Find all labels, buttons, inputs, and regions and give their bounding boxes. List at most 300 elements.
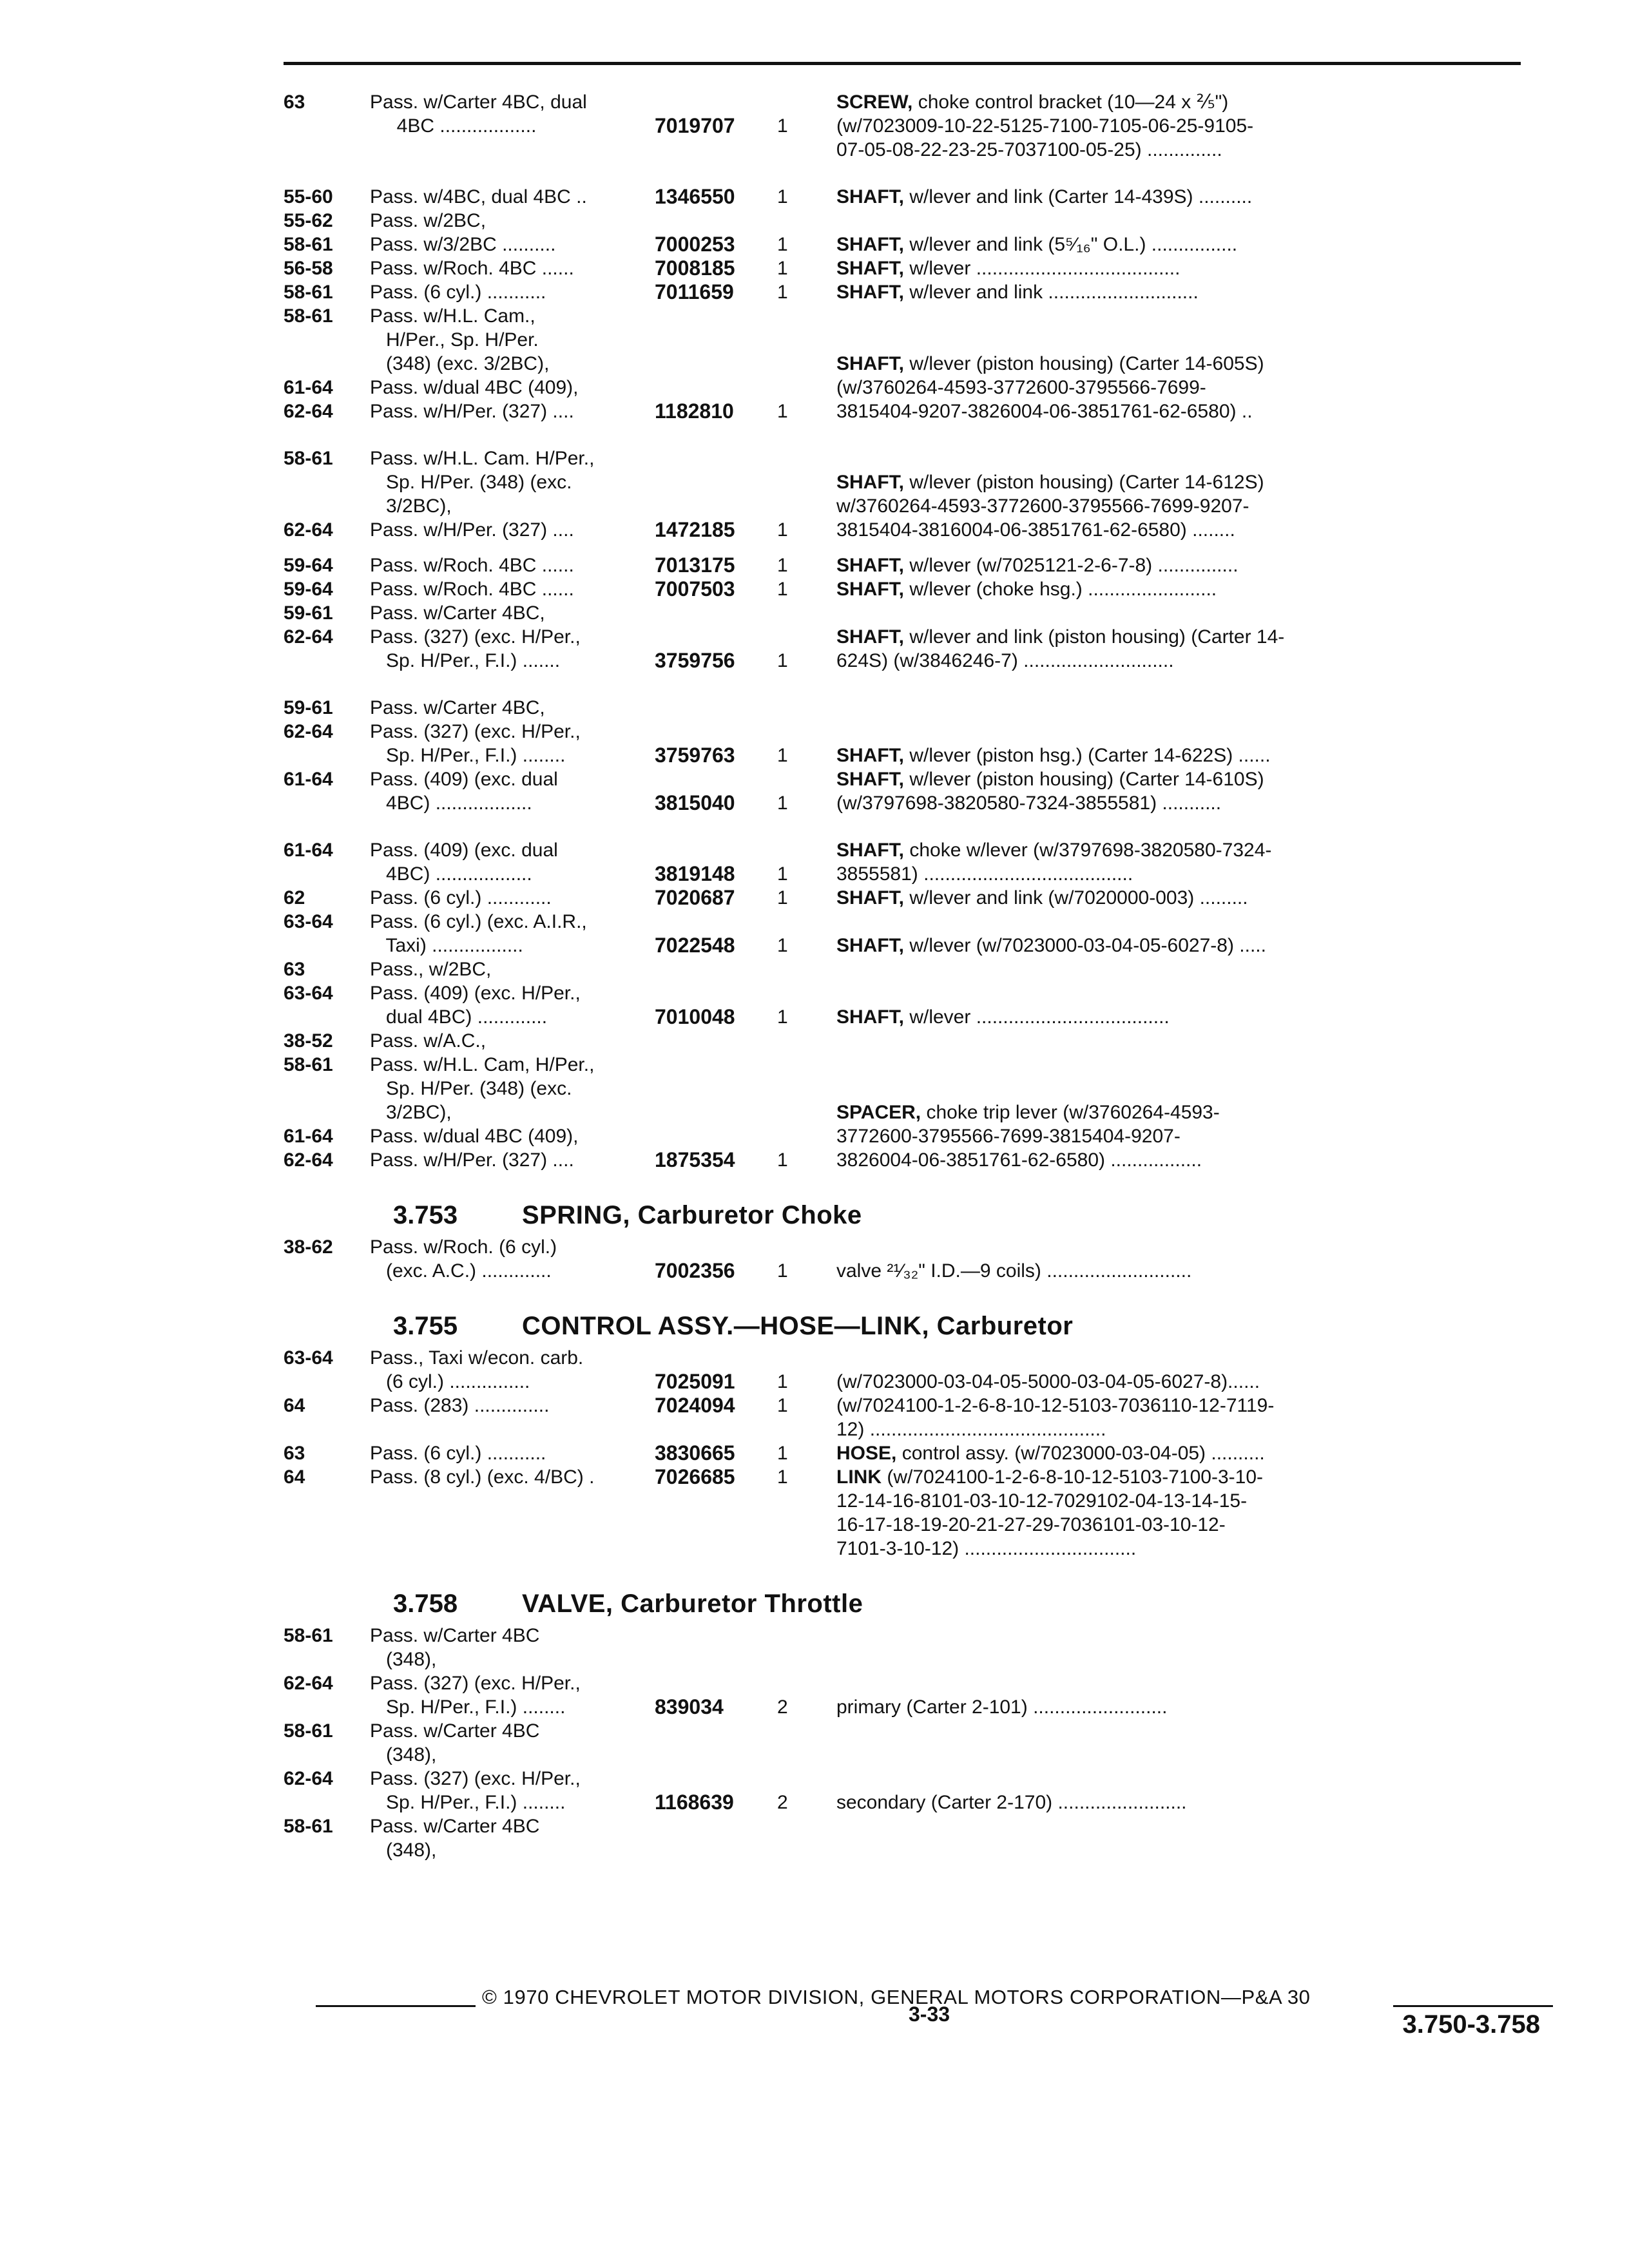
catalog-entry — [284, 886, 1553, 910]
model-year — [284, 934, 370, 957]
description-line: Pass. w/A.C., — [370, 1030, 487, 1052]
description-line: Pass. w/H.L. Cam., — [370, 305, 535, 327]
catalog-entry — [284, 447, 1553, 542]
part-name-detail: w/lever and link (5⁵⁄₁₆" O.L.) ................ — [904, 234, 1238, 255]
part-name-detail: (w/7023000-03-04-05-5000-03-04-05-6027-8)...... — [836, 1371, 1260, 1392]
parts-list — [284, 90, 1553, 1862]
description-line: Sp. H/Per., F.I.) ........ — [370, 1696, 566, 1718]
application-description — [370, 209, 655, 256]
part-name-detail: w/lever and link (w/7020000-003) ......... — [904, 887, 1248, 908]
description-line: dual 4BC) ............. — [370, 1006, 548, 1028]
description-line: Pass. (327) (exc. H/Per., — [370, 1673, 581, 1694]
description-line: Pass. w/Roch. 4BC ...... — [370, 579, 574, 600]
top-rule — [284, 62, 1521, 65]
section-number: 3.753 — [393, 1201, 458, 1229]
description-line: H/Per., Sp. H/Per. — [370, 329, 539, 351]
part-name — [811, 601, 1553, 673]
model-years — [284, 209, 370, 256]
description-line: Pass. w/3/2BC .......... — [370, 234, 556, 255]
part-name-detail: w/lever (piston housing) (Carter 14-610S) (w/3797698-3820580-7324-3855581) ........... — [836, 769, 1264, 814]
model-year: 62-64 — [284, 626, 333, 648]
part-name-keyword: SHAFT, — [836, 555, 904, 576]
quantity: 1 — [777, 1443, 788, 1464]
part-name-detail: w/lever (choke hsg.) ........................ — [904, 579, 1217, 600]
part-number: 3815040 — [655, 791, 735, 814]
catalog-entry — [284, 767, 1553, 815]
catalog-entry — [284, 957, 1553, 1029]
description-line: Pass. (283) .............. — [370, 1395, 550, 1416]
application-description — [370, 601, 655, 673]
part-name-detail: choke w/lever (w/3797698-3820580-7324- 3855581) ....................................... — [836, 840, 1272, 885]
model-years — [284, 1394, 370, 1418]
model-years — [284, 1441, 370, 1465]
description-line: Pass. w/Roch. 4BC ...... — [370, 555, 574, 576]
part-name-detail: w/lever (piston housing) (Carter 14-605S) (w/3760264-4593-3772600-3795566-7699- 3815404-9207-3826004-06-3851761-62-6580) .. — [836, 353, 1264, 422]
model-year: 62-64 — [284, 401, 333, 422]
model-years — [284, 1235, 370, 1283]
part-name-detail: control assy. (w/7023000-03-04-05) .......... — [896, 1443, 1265, 1464]
quantity: 1 — [777, 650, 788, 671]
quantity: 1 — [777, 579, 788, 600]
application-description — [370, 886, 655, 910]
model-year: 56-58 — [284, 258, 333, 279]
catalog-entry — [284, 185, 1553, 209]
part-name-keyword: SHAFT, — [836, 282, 904, 303]
part-name — [811, 280, 1553, 304]
part-name-detail: choke trip lever (w/3760264-4593- 3772600-3795566-7699-3815404-9207- 3826004-06-3851761-62-6580) ................. — [836, 1102, 1220, 1171]
row-spacer — [284, 673, 1553, 696]
model-year: 62-64 — [284, 1673, 333, 1694]
description-line: Pass. w/2BC, — [370, 210, 487, 231]
description-line: 3/2BC), — [370, 1102, 452, 1123]
model-year — [284, 1743, 370, 1767]
section-title: CONTROL ASSY.—HOSE—LINK, Carburetor — [522, 1312, 1074, 1340]
part-name — [811, 1814, 1553, 1838]
description-line: Sp. H/Per. (348) (exc. — [370, 1078, 572, 1099]
model-year — [284, 494, 370, 518]
part-name-keyword: SHAFT, — [836, 353, 904, 374]
description-line: Pass. w/Roch. 4BC ...... — [370, 258, 574, 279]
catalog-entry — [284, 601, 1553, 673]
section-heading — [284, 1584, 1553, 1624]
quantity: 1 — [777, 115, 788, 137]
part-name-detail: w/lever ...................................... — [904, 258, 1181, 279]
part-name — [811, 1465, 1553, 1561]
description-line: Pass. w/dual 4BC (409), — [370, 1126, 579, 1147]
catalog-entry — [284, 1719, 1553, 1814]
description-line: Pass. w/Carter 4BC, — [370, 602, 545, 624]
quantity: 1 — [777, 1006, 788, 1028]
model-year: 58-61 — [284, 305, 333, 327]
part-name-keyword: SHAFT, — [836, 1006, 904, 1028]
model-years — [284, 1029, 370, 1172]
model-year — [284, 1695, 370, 1719]
model-years — [284, 1346, 370, 1394]
part-name-keyword: SPACER, — [836, 1102, 921, 1123]
part-number: 7019707 — [655, 114, 735, 137]
part-number: 7024094 — [655, 1394, 735, 1417]
description-line: Pass. w/Carter 4BC — [370, 1720, 540, 1742]
part-number: 1346550 — [655, 185, 735, 208]
part-name-detail: w/lever (w/7025121-2-6-7-8) ............... — [904, 555, 1239, 576]
footer-rule-left — [316, 2005, 476, 2007]
model-years — [284, 957, 370, 1029]
catalog-entry — [284, 1465, 1553, 1561]
model-year: 59-64 — [284, 579, 333, 600]
part-name — [811, 1624, 1553, 1719]
description-line: Pass. w/Carter 4BC, — [370, 697, 545, 718]
model-year: 63-64 — [284, 911, 333, 932]
quantity: 1 — [777, 186, 788, 207]
model-year: 61-64 — [284, 1126, 333, 1147]
quantity: 1 — [777, 282, 788, 303]
model-years — [284, 1465, 370, 1489]
description-line: (348), — [370, 1649, 437, 1670]
description-line: Sp. H/Per. (348) (exc. — [370, 472, 572, 493]
model-year: 58-61 — [284, 1720, 333, 1742]
description-line: 4BC .................. — [370, 115, 537, 137]
model-years — [284, 280, 370, 304]
model-year: 38-62 — [284, 1236, 333, 1258]
model-years — [284, 838, 370, 886]
part-number: 7022548 — [655, 934, 735, 957]
part-name — [811, 1029, 1553, 1172]
catalog-entry — [284, 1441, 1553, 1465]
page-number: 3-33 — [909, 2003, 950, 2026]
quantity: 1 — [777, 1395, 788, 1416]
part-number: 7007503 — [655, 577, 735, 601]
catalog-entry — [284, 1029, 1553, 1172]
description-line: (exc. A.C.) ............. — [370, 1260, 552, 1282]
model-years — [284, 601, 370, 673]
row-spacer — [284, 423, 1553, 447]
model-year: 58-61 — [284, 1816, 333, 1837]
part-name-detail: w/lever .................................... — [904, 1006, 1170, 1028]
part-number: 7000253 — [655, 233, 735, 256]
part-name-detail: (w/7024100-1-2-6-8-10-12-5103-7036110-12-7119- 12) ............................................ — [836, 1395, 1275, 1440]
description-line: 3/2BC), — [370, 495, 452, 517]
model-year: 63 — [284, 1443, 305, 1464]
row-spacer — [284, 542, 1553, 553]
quantity: 1 — [777, 935, 788, 956]
part-name-detail: w/lever and link (Carter 14-439S) .......... — [904, 186, 1253, 207]
catalog-entry — [284, 838, 1553, 886]
part-number: 7002356 — [655, 1259, 735, 1282]
quantity: 1 — [777, 1260, 788, 1282]
section-title: VALVE, Carburetor Throttle — [522, 1590, 863, 1618]
quantity: 1 — [777, 519, 788, 541]
application-description — [370, 1235, 655, 1283]
model-year: 63-64 — [284, 983, 333, 1004]
part-name-detail: choke control bracket (10—24 x ⅖") (w/7023009-10-22-5125-7100-7105-06-25-9105- 07-05-08-22-23-25-7037100-05-25) .............. — [836, 91, 1254, 160]
model-years — [284, 696, 370, 767]
description-line: Pass. w/Carter 4BC — [370, 1816, 540, 1837]
part-name-keyword: SHAFT, — [836, 472, 904, 493]
part-name-detail: (w/7024100-1-2-6-8-10-12-5103-7100-3-10- 12-14-16-8101-03-10-12-7029102-04-13-14-15- 16-17-18-19-20-21-27-29-7036101-03-10-12- 7101-3-10-12) ................................ — [836, 1466, 1264, 1559]
model-year — [284, 1100, 370, 1124]
catalog-entry — [284, 696, 1553, 767]
part-name-detail: w/lever and link (piston housing) (Carter 14- 624S) (w/3846246-7) ............................ — [836, 626, 1285, 671]
application-description — [370, 304, 655, 423]
section-spacer — [284, 1172, 1553, 1195]
part-name — [811, 185, 1553, 209]
part-name — [811, 577, 1553, 601]
application-description — [370, 767, 655, 815]
part-name — [811, 1235, 1553, 1283]
description-line: Pass. w/Carter 4BC, dual — [370, 91, 587, 113]
model-year: 61-64 — [284, 377, 333, 398]
quantity: 1 — [777, 745, 788, 766]
description-line: (348), — [370, 1744, 437, 1765]
quantity: 1 — [777, 258, 788, 279]
model-year: 63 — [284, 959, 305, 980]
application-description — [370, 957, 655, 1029]
application-description — [370, 577, 655, 601]
application-description — [370, 838, 655, 886]
description-line: Pass. (327) (exc. H/Per., — [370, 721, 581, 742]
section-number: 3.755 — [393, 1312, 458, 1340]
description-line: 4BC) .................. — [370, 863, 532, 885]
application-description — [370, 185, 655, 209]
part-number: 3819148 — [655, 862, 735, 885]
model-year: 63 — [284, 91, 305, 113]
application-description — [370, 256, 655, 280]
part-number: 3759756 — [655, 649, 735, 672]
part-name-detail: secondary (Carter 2-170) ........................ — [836, 1792, 1187, 1813]
model-year — [284, 1370, 370, 1394]
part-number: 3830665 — [655, 1441, 735, 1465]
description-line: Pass. (327) (exc. H/Per., — [370, 1768, 581, 1789]
description-line: 4BC) .................. — [370, 793, 532, 814]
model-year: 59-61 — [284, 602, 333, 624]
application-description — [370, 280, 655, 304]
part-name-keyword: SHAFT, — [836, 887, 904, 908]
quantity — [746, 1814, 811, 1838]
model-year: 62-64 — [284, 721, 333, 742]
part-name-keyword: SHAFT, — [836, 840, 904, 861]
part-name — [811, 553, 1553, 577]
part-name-keyword: SHAFT, — [836, 186, 904, 207]
description-line: Taxi) ................. — [370, 935, 523, 956]
description-line: Pass. w/H/Per. (327) .... — [370, 1149, 574, 1171]
model-years — [284, 304, 370, 423]
application-description — [370, 1719, 655, 1814]
catalog-entry — [284, 910, 1553, 957]
model-year — [284, 1791, 370, 1814]
row-spacer — [284, 815, 1553, 838]
model-years — [284, 256, 370, 280]
application-description — [370, 90, 655, 138]
model-year: 58-61 — [284, 282, 333, 303]
model-years — [284, 553, 370, 577]
model-year: 64 — [284, 1395, 305, 1416]
part-number: 839034 — [655, 1695, 724, 1718]
catalog-entry — [284, 1346, 1553, 1394]
model-year — [284, 862, 370, 886]
quantity: 2 — [777, 1792, 788, 1813]
part-name — [811, 696, 1553, 767]
model-year — [284, 1259, 370, 1283]
catalog-entry — [284, 280, 1553, 304]
part-number: 7010048 — [655, 1005, 735, 1028]
part-name — [811, 838, 1553, 886]
part-name — [811, 256, 1553, 280]
quantity: 1 — [777, 887, 788, 908]
description-line: Pass., Taxi w/econ. carb. — [370, 1347, 584, 1369]
model-years — [284, 910, 370, 957]
model-year — [284, 649, 370, 673]
part-name-keyword: SHAFT, — [836, 626, 904, 648]
catalog-entry — [284, 1814, 1553, 1862]
description-line: Pass. (327) (exc. H/Per., — [370, 626, 581, 648]
description-line: Pass. w/Carter 4BC — [370, 1625, 540, 1646]
row-spacer — [284, 162, 1553, 185]
application-description — [370, 1346, 655, 1394]
catalog-entry — [284, 577, 1553, 601]
part-number: 1182810 — [655, 399, 734, 423]
description-line: (348) (exc. 3/2BC), — [370, 353, 550, 374]
catalog-entry — [284, 256, 1553, 280]
description-line: Pass. (6 cyl.) ........... — [370, 282, 546, 303]
part-number: 3759763 — [655, 744, 735, 767]
description-line: Pass. (6 cyl.) (exc. A.I.R., — [370, 911, 587, 932]
section-heading — [284, 1195, 1553, 1235]
model-year — [284, 1648, 370, 1671]
part-name — [811, 1394, 1553, 1441]
description-line: Pass. w/H/Per. (327) .... — [370, 401, 574, 422]
part-name — [811, 886, 1553, 910]
model-years — [284, 447, 370, 542]
quantity: 1 — [777, 1371, 788, 1392]
footer-section-range: 3.750-3.758 — [1402, 2010, 1540, 2039]
part-number: 1168639 — [655, 1791, 734, 1814]
quantity: 1 — [777, 401, 788, 422]
footer-rule-right — [1393, 2005, 1553, 2007]
model-years — [284, 767, 370, 815]
part-name-keyword: SHAFT, — [836, 579, 904, 600]
section-heading — [284, 1306, 1553, 1346]
application-description — [370, 1394, 655, 1418]
part-name — [811, 767, 1553, 815]
part-number: 7013175 — [655, 553, 735, 577]
part-number: 7008185 — [655, 256, 735, 280]
description-line: Pass. (6 cyl.) ........... — [370, 1443, 546, 1464]
application-description — [370, 696, 655, 767]
description-line: (6 cyl.) ............... — [370, 1371, 530, 1392]
description-line: Pass. w/4BC, dual 4BC .. — [370, 186, 587, 207]
part-name-detail: valve ²¹⁄₃₂" I.D.—9 coils) ........................... — [836, 1260, 1192, 1282]
description-line: Pass. w/dual 4BC (409), — [370, 377, 579, 398]
model-year: 55-60 — [284, 186, 333, 207]
part-name — [811, 1346, 1553, 1394]
description-line: Pass. (409) (exc. dual — [370, 769, 558, 790]
model-year: 59-64 — [284, 555, 333, 576]
part-number — [655, 1814, 746, 1838]
quantity: 1 — [777, 555, 788, 576]
description-line: Sp. H/Per., F.I.) ........ — [370, 745, 566, 766]
model-year: 55-62 — [284, 210, 333, 231]
quantity: 1 — [777, 234, 788, 255]
application-description — [370, 1624, 655, 1719]
section-spacer — [284, 1561, 1553, 1584]
part-number: 7025091 — [655, 1370, 735, 1393]
description-line: Pass. w/Roch. (6 cyl.) — [370, 1236, 557, 1258]
model-year: 61-64 — [284, 769, 333, 790]
catalog-entry — [284, 209, 1553, 256]
description-line: Pass. w/H.L. Cam. H/Per., — [370, 448, 595, 469]
model-year — [284, 1005, 370, 1029]
part-name-keyword: SHAFT, — [836, 258, 904, 279]
application-description — [370, 1814, 655, 1862]
model-year: 62-64 — [284, 1149, 333, 1171]
part-number: 1875354 — [655, 1148, 735, 1171]
catalog-entry — [284, 304, 1553, 423]
footer-copyright: © 1970 CHEVROLET MOTOR DIVISION, GENERAL MOTORS CORPORATION—P&A 30 — [482, 1986, 1311, 2008]
model-year: 64 — [284, 1466, 305, 1488]
catalog-entry — [284, 1624, 1553, 1719]
catalog-entry — [284, 90, 1553, 162]
description-line: Pass. (6 cyl.) ............ — [370, 887, 552, 908]
part-name — [811, 910, 1553, 957]
description-line: Pass., w/2BC, — [370, 959, 492, 980]
part-name-keyword: LINK — [836, 1466, 882, 1488]
application-description — [370, 447, 655, 542]
model-year — [284, 744, 370, 767]
section-spacer — [284, 1283, 1553, 1306]
description-line: Pass. w/H.L. Cam, H/Per., — [370, 1054, 595, 1075]
description-line: Pass. (8 cyl.) (exc. 4/BC) . — [370, 1466, 595, 1488]
part-name-keyword: SHAFT, — [836, 234, 904, 255]
model-year — [284, 352, 370, 376]
application-description — [370, 910, 655, 957]
part-name-keyword: SHAFT, — [836, 769, 904, 790]
quantity: 1 — [777, 863, 788, 885]
model-year: 62-64 — [284, 1768, 333, 1789]
application-description — [370, 1441, 655, 1465]
catalog-entry — [284, 1235, 1553, 1283]
model-year: 58-61 — [284, 234, 333, 255]
description-line: Pass. w/H/Per. (327) .... — [370, 519, 574, 541]
part-name-keyword: HOSE, — [836, 1443, 897, 1464]
part-name — [811, 957, 1553, 1029]
quantity: 1 — [777, 1149, 788, 1171]
part-name-detail: w/lever (piston hsg.) (Carter 14-622S) ...... — [904, 745, 1271, 766]
model-years — [284, 886, 370, 910]
model-year: 58-61 — [284, 1625, 333, 1646]
model-years — [284, 185, 370, 209]
description-line: Pass. (409) (exc. H/Per., — [370, 983, 581, 1004]
model-year: 38-52 — [284, 1030, 333, 1052]
quantity: 2 — [777, 1696, 788, 1718]
part-number: 1472185 — [655, 518, 735, 541]
model-years — [284, 1624, 370, 1719]
model-years — [284, 577, 370, 601]
description-line: Sp. H/Per., F.I.) ........ — [370, 1792, 566, 1813]
part-number: 7020687 — [655, 886, 735, 909]
part-name — [811, 304, 1553, 423]
model-year — [284, 470, 370, 494]
description-line: Pass. (409) (exc. dual — [370, 840, 558, 861]
part-number: 7011659 — [655, 280, 734, 303]
part-name — [811, 1719, 1553, 1814]
part-name-keyword: SCREW, — [836, 91, 913, 113]
model-years — [284, 90, 370, 114]
section-number: 3.758 — [393, 1590, 458, 1618]
description-line: (348), — [370, 1840, 437, 1861]
part-name-detail: primary (Carter 2-101) ......................... — [836, 1696, 1168, 1718]
part-number: 7026685 — [655, 1465, 735, 1488]
part-name-detail: w/lever (w/7023000-03-04-05-6027-8) ..... — [904, 935, 1266, 956]
